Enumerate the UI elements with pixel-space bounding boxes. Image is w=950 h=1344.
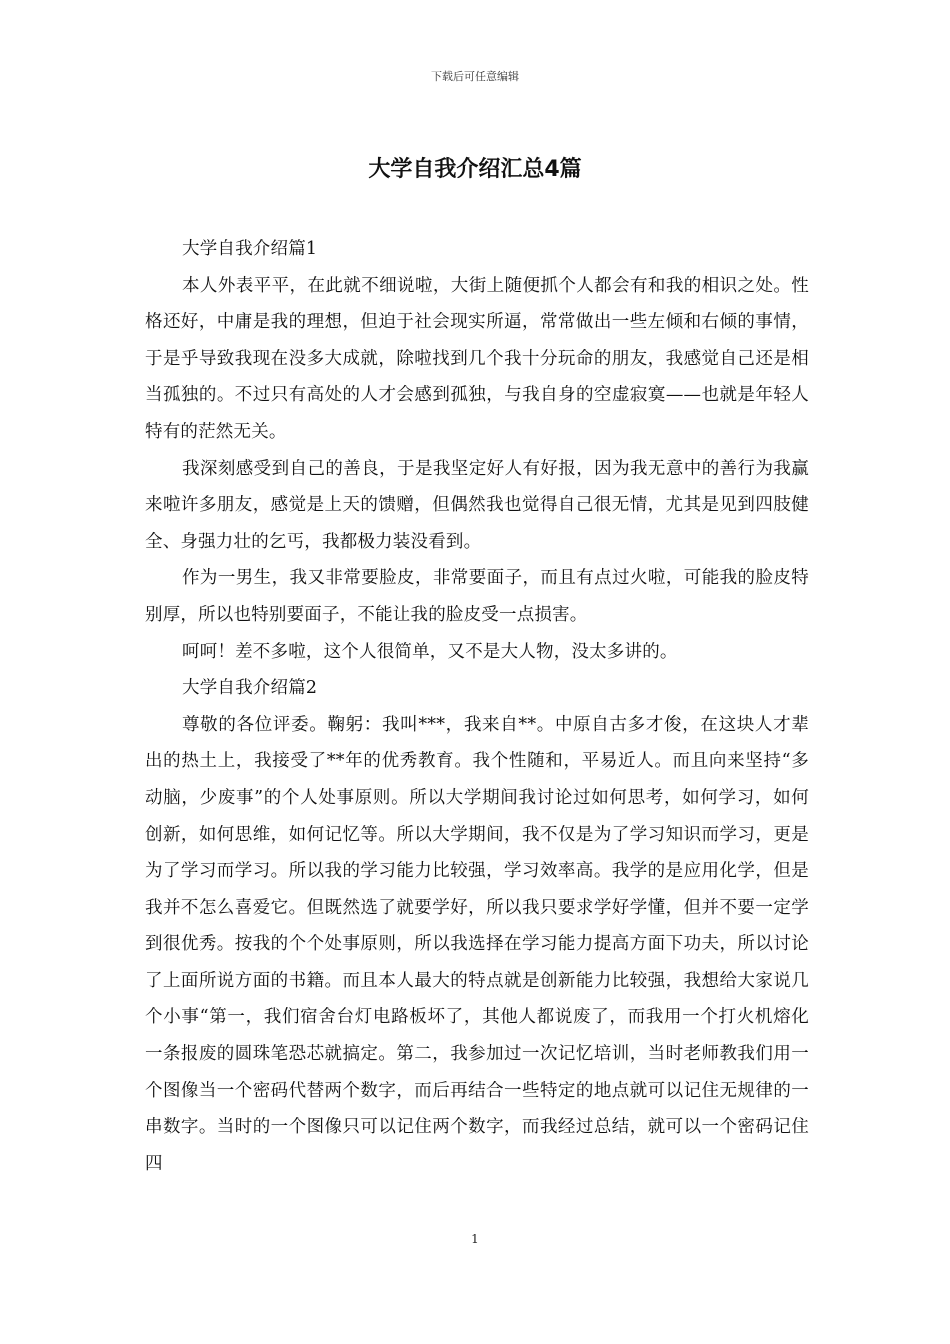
paragraph: 尊敬的各位评委。鞠躬：我叫***，我来自**。中原自古多才俊，在这块人才辈出的热土上，我接受了**年的优秀教育。我个性随和，平易近人。而且向来坚持“多动脑，少废事”的个人处事原则。所以大学期间我讨论过如何思考，如何学习，如何创新，如何思维，如何记忆等。所以大学期间，我不仅是为了学习知识而学习，更是为了学习而学习。所以我的学习能力比较强，学习效率高。我学的是应用化学，但是我并不怎么喜爱它。但既然选了就要学好，所以我只要求学好学懂，但并不要一定学到很优秀。按我的个个处事原则，所以我选择在学习能力提高方面下功夫，所以讨论了上面所说方面的书籍。而且本人最大的特点就是创新能力比较强，我想给大家说几个小事“第一，我们宿舍台灯电路板坏了，其他人都说废了，而我用一个打火机熔化一条报废的圆珠笔恐芯就搞定。第二，我参加过一次记忆培训，当时老师教我们用一个图像当一个密码代替两个数字，而后再结合一些特定的地点就可以记住无规律的一串数字。当时的一个图像只可以记住两个数字，而我经过总结，就可以一个密码记住四 — [145, 714, 809, 1174]
section-heading: 大学自我介绍篇2 — [182, 678, 318, 699]
page-number: 1 — [471, 1232, 479, 1246]
page-header-note: 下载后可任意编辑 — [431, 70, 519, 83]
paragraph: 作为一男生，我又非常要脸皮，非常要面子，而且有点过火啦，可能我的脸皮特别厚，所以也特别要面子，不能让我的脸皮受一点损害。 — [145, 568, 809, 625]
paragraph: 我深刻感受到自己的善良，于是我坚定好人有好报，因为我无意中的善行为我赢来啦许多朋友，感觉是上天的馈赠，但偶然我也觉得自己很无情，尤其是见到四肢健全、身强力壮的乞丐，我都极力装没看到。 — [145, 458, 809, 552]
section-heading: 大学自我介绍篇1 — [182, 239, 318, 259]
paragraph: 本人外表平平，在此就不细说啦，大街上随便抓个人都会有和我的相识之处。性格还好，中庸是我的理想，但迫于社会现实所逼，常常做出一些左倾和右倾的事情，于是乎导致我现在没多大成就，除啦找到几个我十分玩命的朋友，我感觉自己还是相当孤独的。不过只有高处的人才会感到孤独，与我自身的空虚寂寞——也就是年轻人特有的茫然无关。 — [145, 275, 809, 442]
paragraph: 呵呵！差不多啦，这个人很简单，又不是大人物，没太多讲的。 — [182, 641, 678, 662]
document-title: 大学自我介绍汇总4篇 — [368, 157, 582, 182]
document-body — [145, 231, 809, 1182]
